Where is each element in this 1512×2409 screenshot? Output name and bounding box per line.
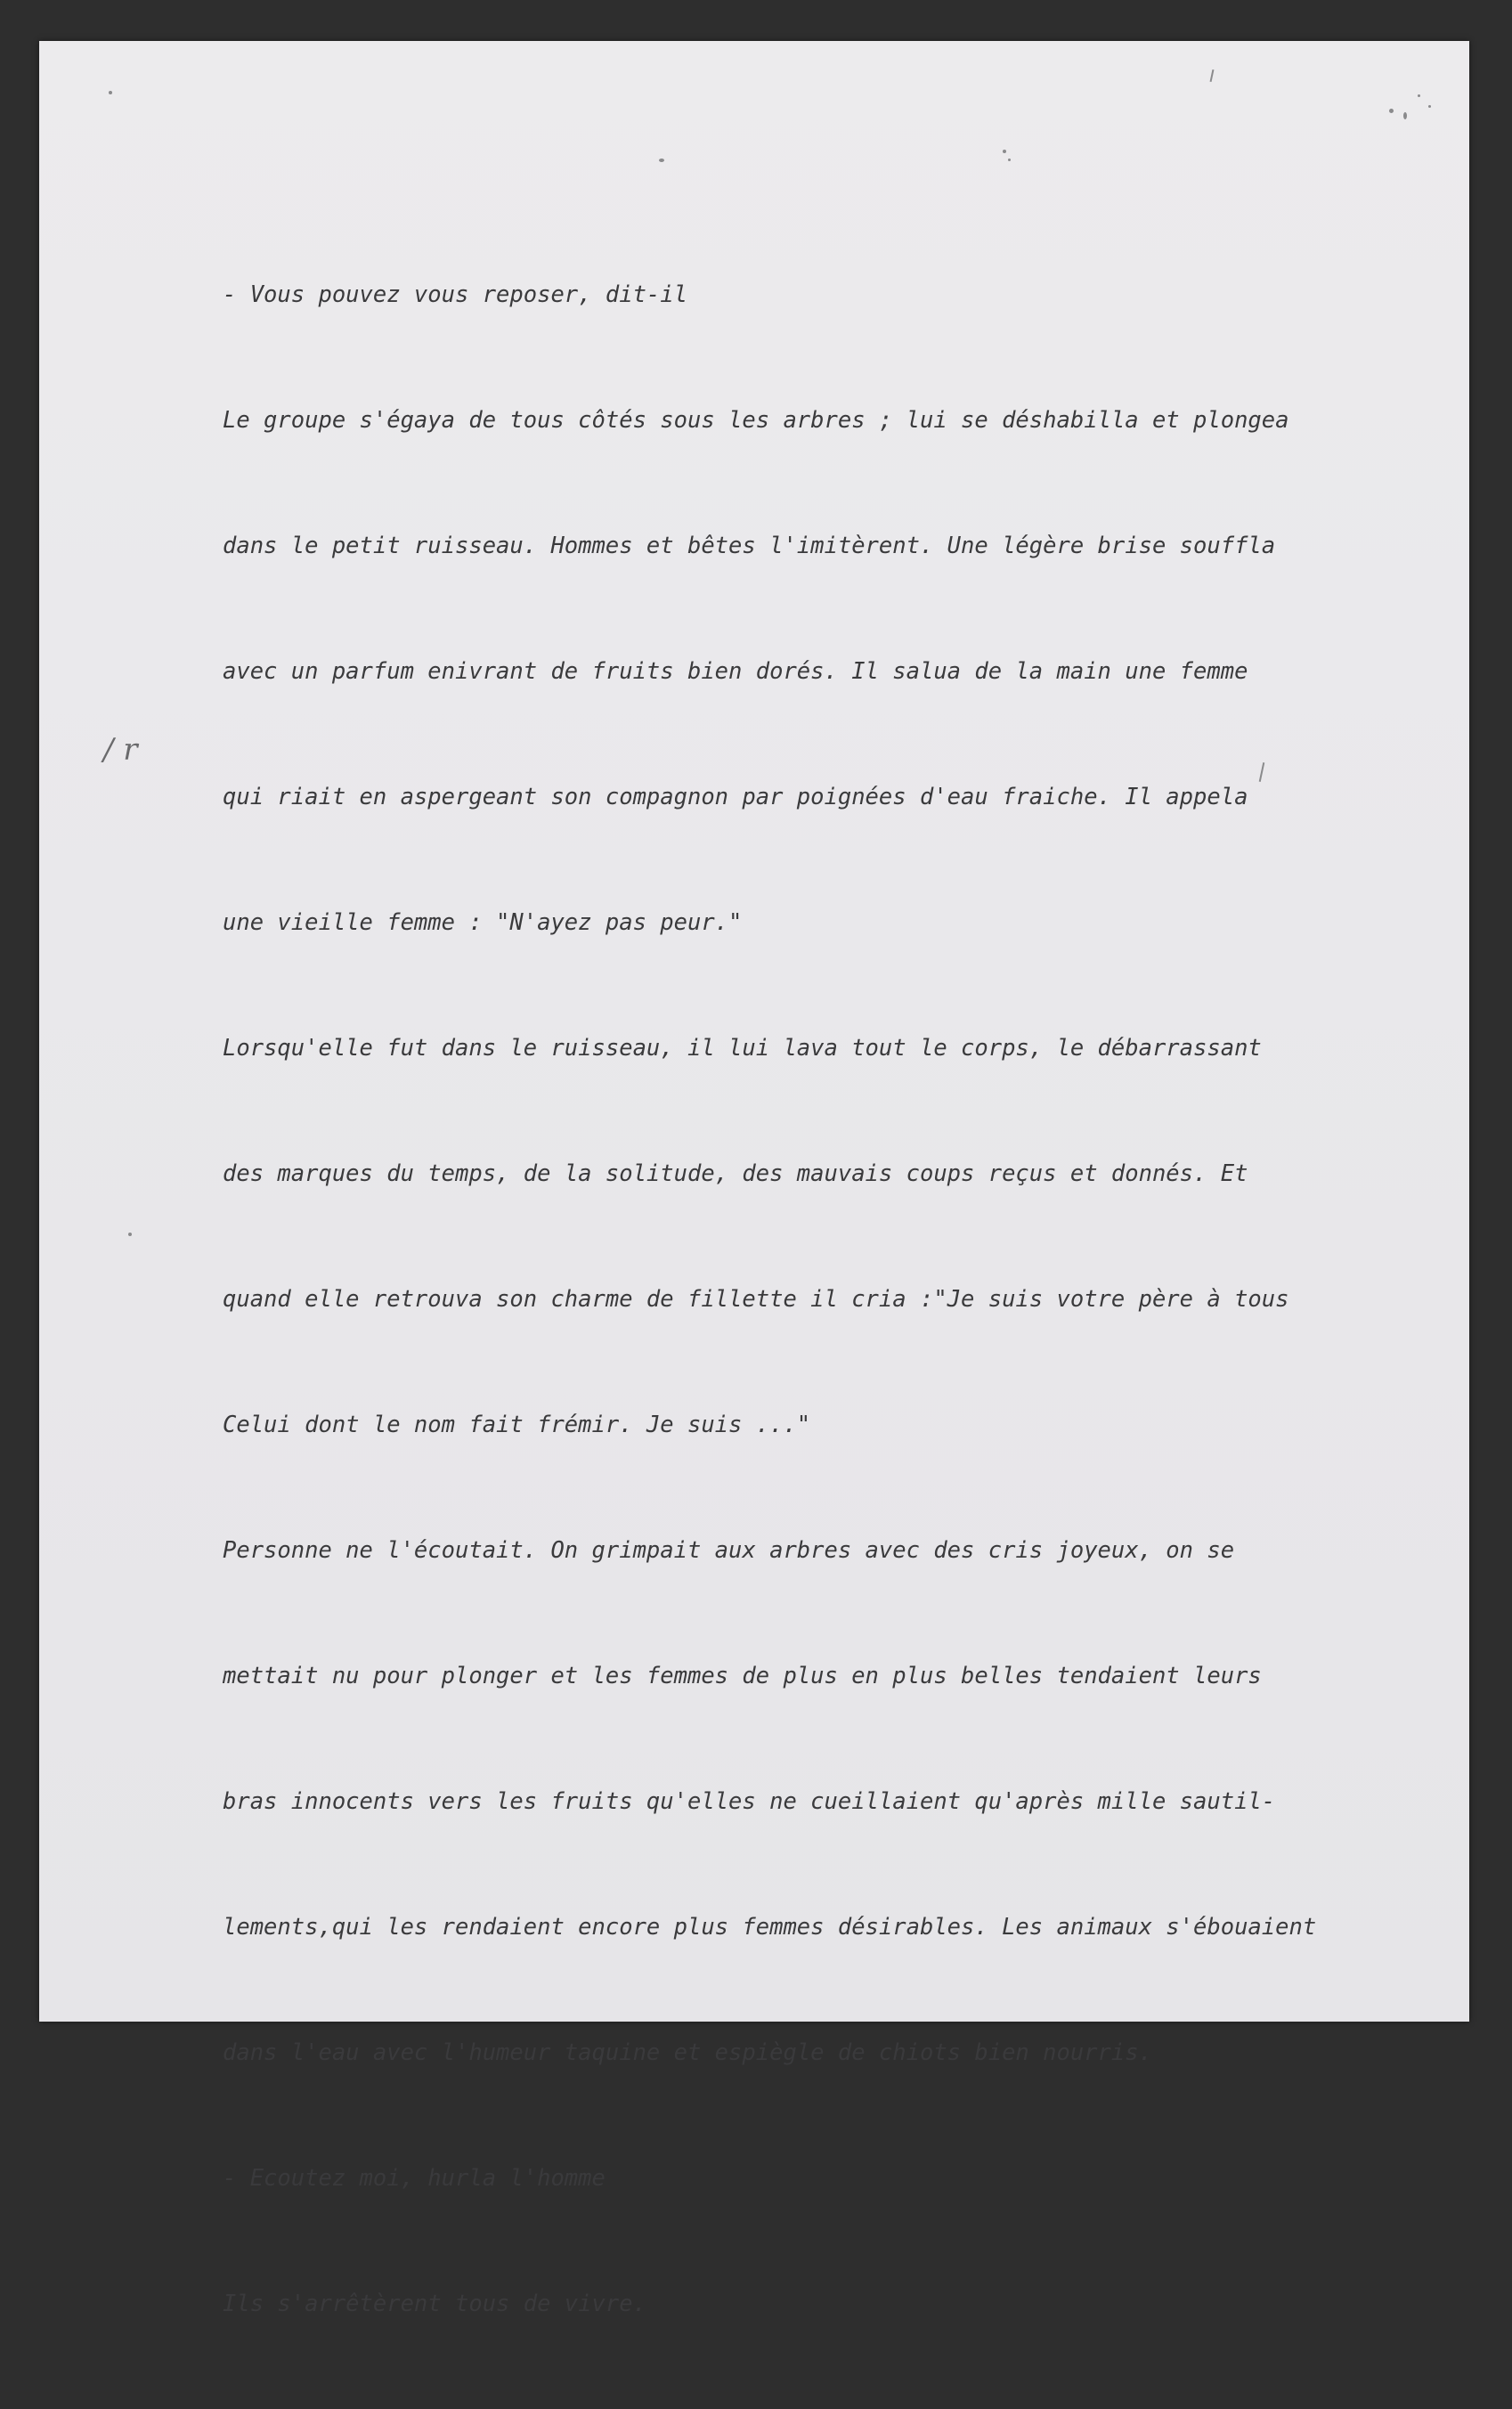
text-line: lements,qui les rendaient encore plus femmes désirables. Les animaux s'ébouaient	[223, 1914, 1317, 1941]
text-line: mettait nu pour plonger et les femmes de plus en plus belles tendaient leurs	[223, 1663, 1262, 1689]
handwritten-tick-mark	[1210, 69, 1215, 82]
text-line: Le groupe s'égaya de tous côtés sous les arbres ; lui se déshabilla et plongea	[223, 407, 1289, 434]
paper-speck	[1428, 105, 1431, 108]
paper-speck	[659, 159, 664, 162]
text-line: qui riait en aspergeant son compagnon par poignées d'eau fraiche. Il appela	[223, 784, 1248, 810]
paper-speck	[1403, 112, 1407, 119]
handwritten-margin-mark: / r	[103, 732, 138, 768]
text-line: Ils s'arrêtèrent tous de vivre.	[223, 2291, 646, 2317]
text-line: des marques du temps, de la solitude, des mauvais coups reçus et donnés. Et	[223, 1160, 1248, 1187]
text-line: une vieille femme : "N'ayez pas peur."	[223, 909, 743, 936]
text-line: Lorsqu'elle fut dans le ruisseau, il lui lava tout le corps, le débarrassant	[223, 1035, 1262, 1062]
text-line: dans le petit ruisseau. Hommes et bêtes l'imitèrent. Une légère brise souffla	[223, 533, 1276, 559]
text-line: avec un parfum enivrant de fruits bien dorés. Il salua de la main une femme	[223, 658, 1248, 685]
text-line: bras innocents vers les fruits qu'elles ne cueillaient qu'après mille sautil-	[223, 1788, 1276, 1815]
paper-speck	[128, 1233, 132, 1236]
text-line: dans l'eau avec l'humeur taquine et espiègle de chiots bien nourris.	[223, 2039, 1152, 2066]
paper-speck	[1389, 109, 1394, 113]
paper-speck	[109, 91, 112, 94]
paper-speck	[1008, 159, 1011, 161]
text-line: quand elle retrouva son charme de fillette il cria :"Je suis votre père à tous	[223, 1286, 1289, 1313]
text-line: Personne ne l'écoutait. On grimpait aux arbres avec des cris joyeux, on se	[223, 1537, 1235, 1564]
text-line: Celui dont le nom fait frémir. Je suis ..."	[223, 1412, 811, 1438]
typed-page	[39, 41, 1469, 2317]
paper-speck	[1418, 94, 1420, 97]
text-line: - Ecoutez moi, hurla l'homme	[223, 2165, 606, 2192]
text-line: - Vous pouvez vous reposer, dit-il	[223, 281, 687, 308]
paper-speck	[1003, 150, 1006, 153]
typed-text-block	[223, 191, 1416, 2409]
